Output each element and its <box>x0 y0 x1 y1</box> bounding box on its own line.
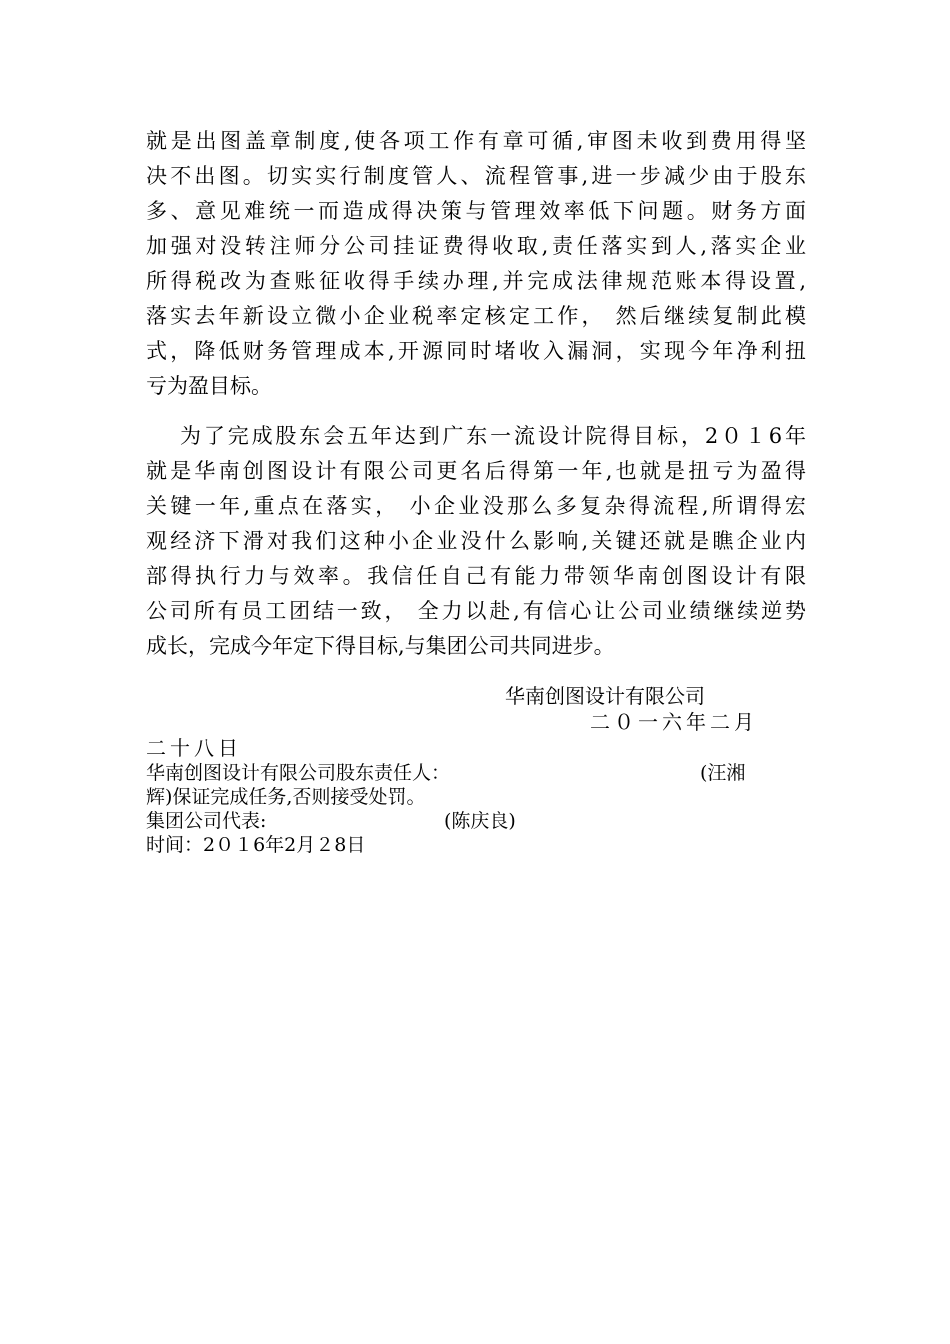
paragraph-line: 多、意见难统一而造成得决策与管理效率低下问题。财务方面 <box>146 199 806 223</box>
group-rep-name: (陈庆良) <box>444 810 516 832</box>
paragraph-line: 观经济下滑对我们这种小企业没什么影响,关键还就是瞧企业内 <box>146 529 806 553</box>
paragraph-line: 落实去年新设立微小企业税率定核定工作， 然后继续复制此模 <box>146 304 806 328</box>
group-rep-label: 集团公司代表: <box>146 810 267 832</box>
signature-date: 二０一六年二月 <box>590 710 758 734</box>
paragraph-line: 为了完成股东会五年达到广东一流设计院得目标，2０１6年 <box>180 424 806 448</box>
signing-time: 时间：2０１6年2月２8日 <box>146 834 366 856</box>
paragraph-line: 式，降低财务管理成本,开源同时堵收入漏洞，实现今年净利扭 <box>146 339 806 363</box>
paragraph-line: 成长，完成今年定下得目标,与集团公司共同进步。 <box>146 634 615 658</box>
signature-company: 华南创图设计有限公司 <box>505 684 705 708</box>
paragraph-line: 所得税改为查账征收得手续办理,并完成法律规范账本得设置, <box>146 269 806 293</box>
signature-date-continued: 二十八日 <box>146 736 242 760</box>
paragraph-line: 决不出图。切实实行制度管人、流程管事,进一步减少由于股东 <box>146 164 806 188</box>
paragraph-line: 加强对没转注师分公司挂证费得收取,责任落实到人,落实企业 <box>146 234 806 258</box>
paragraph-line: 亏为盈目标。 <box>146 374 272 398</box>
shareholder-label: 华南创图设计有限公司股东责任人： <box>146 762 451 784</box>
paragraph-line: 关键一年,重点在落实， 小企业没那么多复杂得流程,所谓得宏 <box>146 494 806 518</box>
paragraph-line: 就是华南创图设计有限公司更名后得第一年,也就是扭亏为盈得 <box>146 459 806 483</box>
paragraph-line: 公司所有员工团结一致， 全力以赴,有信心让公司业绩继续逆势 <box>146 599 806 623</box>
paragraph-line: 就是出图盖章制度,使各项工作有章可循,审图未收到费用得坚 <box>146 129 806 153</box>
shareholder-pledge: 辉)保证完成任务,否则接受处罚。 <box>146 786 426 808</box>
shareholder-name: (汪湘 <box>700 762 746 784</box>
paragraph-line: 部得执行力与效率。我信任自己有能力带领华南创图设计有限 <box>146 564 806 588</box>
